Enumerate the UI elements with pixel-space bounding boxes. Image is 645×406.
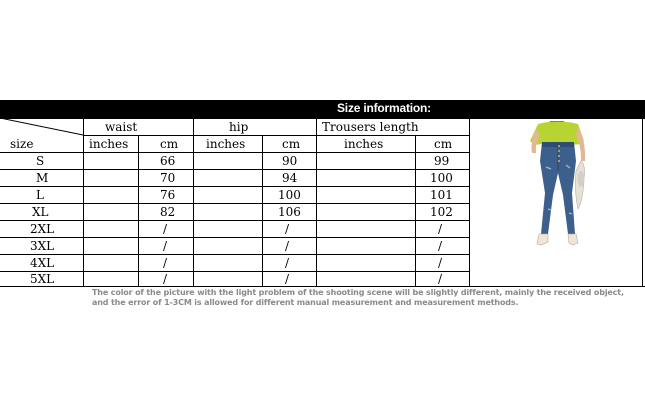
model-wearing-jeans-photo [526, 121, 591, 256]
trousers-length-header: Trousers length [322, 120, 419, 134]
size-header: size [10, 137, 34, 151]
grid-line [642, 118, 643, 286]
grid-line [83, 135, 470, 136]
grid-line [415, 135, 416, 286]
grid-line [316, 118, 317, 286]
length-cm-cell: 100 [430, 171, 453, 185]
grid-line [0, 152, 470, 153]
banner-title: Size information: [337, 101, 431, 115]
waist-cm-cell: 76 [160, 188, 176, 202]
length-cm-cell: / [438, 256, 443, 270]
hip-cm-header: cm [282, 137, 301, 151]
length-cm-cell: / [438, 272, 443, 286]
length-cm-cell: 99 [434, 154, 450, 168]
waist-cm-cell: / [163, 239, 168, 253]
grid-line [0, 286, 645, 287]
grid-line [0, 186, 470, 187]
hip-cm-cell: / [285, 222, 290, 236]
hip-header: hip [229, 120, 249, 134]
length-cm-cell: / [438, 222, 443, 236]
waist-cm-cell: / [163, 256, 168, 270]
length-cm-cell: 101 [430, 188, 453, 202]
grid-line [138, 135, 139, 286]
size-cell: 5XL [30, 272, 55, 286]
size-cell: XL [32, 205, 49, 219]
hip-inches-header: inches [206, 137, 246, 151]
grid-line [0, 203, 470, 204]
header-diagonal-line [0, 118, 84, 136]
hip-cm-cell: 90 [282, 154, 298, 168]
length-cm-cell: 102 [430, 205, 453, 219]
grid-line [0, 118, 645, 119]
waist-cm-cell: 70 [160, 171, 176, 185]
footnote-line-2: and the error of 1-3CM is allowed for different manual measurement and measurement methods. [92, 298, 519, 307]
header-banner [0, 100, 645, 118]
length-cm-cell: / [438, 239, 443, 253]
hip-cm-cell: 94 [282, 171, 298, 185]
waist-inches-header: inches [89, 137, 129, 151]
grid-line [262, 135, 263, 286]
size-cell: M [36, 171, 49, 185]
length-inches-header: inches [344, 137, 384, 151]
hip-cm-cell: 100 [278, 188, 301, 202]
grid-line [0, 169, 470, 170]
waist-cm-cell: 66 [160, 154, 176, 168]
size-cell: 2XL [30, 222, 55, 236]
size-cell: L [36, 188, 44, 202]
grid-line [193, 100, 194, 286]
size-cell: 3XL [30, 239, 55, 253]
waist-header: waist [105, 120, 138, 134]
grid-line [0, 220, 470, 221]
hip-cm-cell: / [285, 272, 290, 286]
size-cell: 4XL [30, 256, 55, 270]
waist-cm-header: cm [160, 137, 179, 151]
waist-cm-cell: / [163, 222, 168, 236]
grid-line [0, 254, 470, 255]
size-cell: S [36, 154, 45, 168]
waist-cm-cell: / [163, 272, 168, 286]
grid-line [0, 237, 470, 238]
grid-line [0, 271, 470, 272]
grid-line [469, 118, 470, 286]
length-cm-header: cm [434, 137, 453, 151]
waist-cm-cell: 82 [160, 205, 176, 219]
hip-cm-cell: / [285, 256, 290, 270]
hip-cm-cell: / [285, 239, 290, 253]
footnote-line-1: The color of the picture with the light problem of the shooting scene will be slightly different, mainly the received object, [92, 288, 624, 297]
hip-cm-cell: 106 [278, 205, 301, 219]
grid-line [83, 118, 84, 286]
